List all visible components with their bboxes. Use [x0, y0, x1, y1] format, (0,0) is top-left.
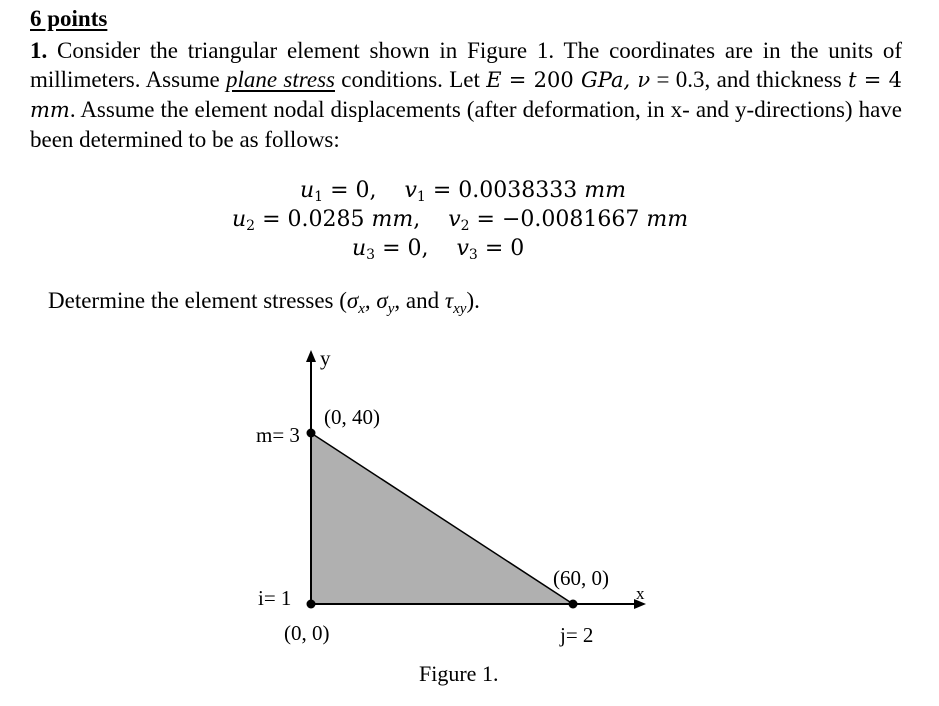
- question-sep-1: ,: [364, 288, 377, 313]
- u2-sub: 2: [246, 218, 256, 234]
- problem-text-2: conditions. Let: [334, 67, 487, 92]
- problem-text-3: . Assume the element nodal displacements (after deformation, in x- and y-directions) have been determined to be as follows:: [30, 97, 902, 152]
- node-j-marker: [569, 600, 578, 609]
- v1-unit: mm: [584, 178, 626, 203]
- u3-symbol: u: [352, 236, 367, 261]
- sigma-y-symbol: σ: [376, 288, 388, 313]
- E-value: = 200: [501, 68, 581, 92]
- v1-sub: 1: [416, 189, 426, 205]
- triangle-element: [311, 433, 573, 604]
- node-m-coords: (0, 40): [324, 405, 380, 429]
- E-symbol: E: [486, 68, 502, 92]
- question-end: ).: [466, 288, 480, 313]
- problem-text-1: Consider the triangular element shown in Figure 1. The coordinates are in the units of millimeters. Assume: [30, 38, 902, 92]
- node-m-label: m= 3: [256, 423, 300, 447]
- v2-value: = −0.0081667: [469, 207, 647, 232]
- u2-symbol: u: [232, 207, 247, 232]
- node-i-coords: (0, 0): [284, 621, 330, 645]
- v3-symbol: v: [456, 236, 469, 261]
- tau-xy-symbol: τ: [444, 288, 454, 313]
- v2-unit: mm: [646, 207, 689, 232]
- x-axis-label: x: [636, 584, 645, 603]
- u1-value: = 0,: [323, 178, 405, 203]
- nu-symbol: , ν: [623, 68, 651, 92]
- node-j-coords: (60, 0): [553, 566, 609, 590]
- t-unit: mm: [30, 98, 70, 122]
- tau-xy-sub: xy: [453, 301, 467, 317]
- y-axis-label: y: [320, 346, 331, 370]
- v3-value: = 0: [477, 236, 525, 261]
- v1-symbol: v: [404, 178, 417, 203]
- u1-sub: 1: [314, 189, 324, 205]
- question-sep-2: , and: [394, 288, 445, 313]
- node-m-marker: [307, 429, 316, 438]
- question-lead: Determine the element stresses (: [48, 288, 347, 313]
- E-unit: GPa: [580, 68, 624, 92]
- sigma-y-sub: y: [387, 301, 395, 317]
- t-symbol: t: [848, 68, 857, 92]
- v2-symbol: v: [448, 207, 461, 232]
- plane-stress-term: plane stress: [226, 67, 335, 92]
- sigma-x-symbol: σ: [346, 288, 359, 313]
- node-i-marker: [307, 600, 316, 609]
- nu-value: = 0.3, and thickness: [650, 67, 849, 92]
- v3-sub: 3: [468, 247, 478, 263]
- u3-value: = 0,: [375, 236, 457, 261]
- node-i-label: i= 1: [258, 586, 292, 610]
- y-axis-arrowhead: [306, 350, 316, 362]
- u2-value: = 0.0285: [255, 207, 372, 232]
- v2-sub: 2: [460, 218, 470, 234]
- points-heading: 6 points: [30, 6, 108, 31]
- eq2-separator: ,: [413, 207, 449, 232]
- v1-value: = 0.0038333: [425, 178, 585, 203]
- u2-unit: mm: [371, 207, 414, 232]
- node-j-label: j= 2: [560, 623, 594, 647]
- problem-number: 1.: [30, 38, 48, 63]
- u1-symbol: u: [300, 178, 315, 203]
- sigma-x-sub: x: [358, 301, 365, 317]
- t-value: = 4: [856, 68, 902, 92]
- u3-sub: 3: [366, 247, 376, 263]
- figure-caption: Figure 1.: [419, 661, 499, 686]
